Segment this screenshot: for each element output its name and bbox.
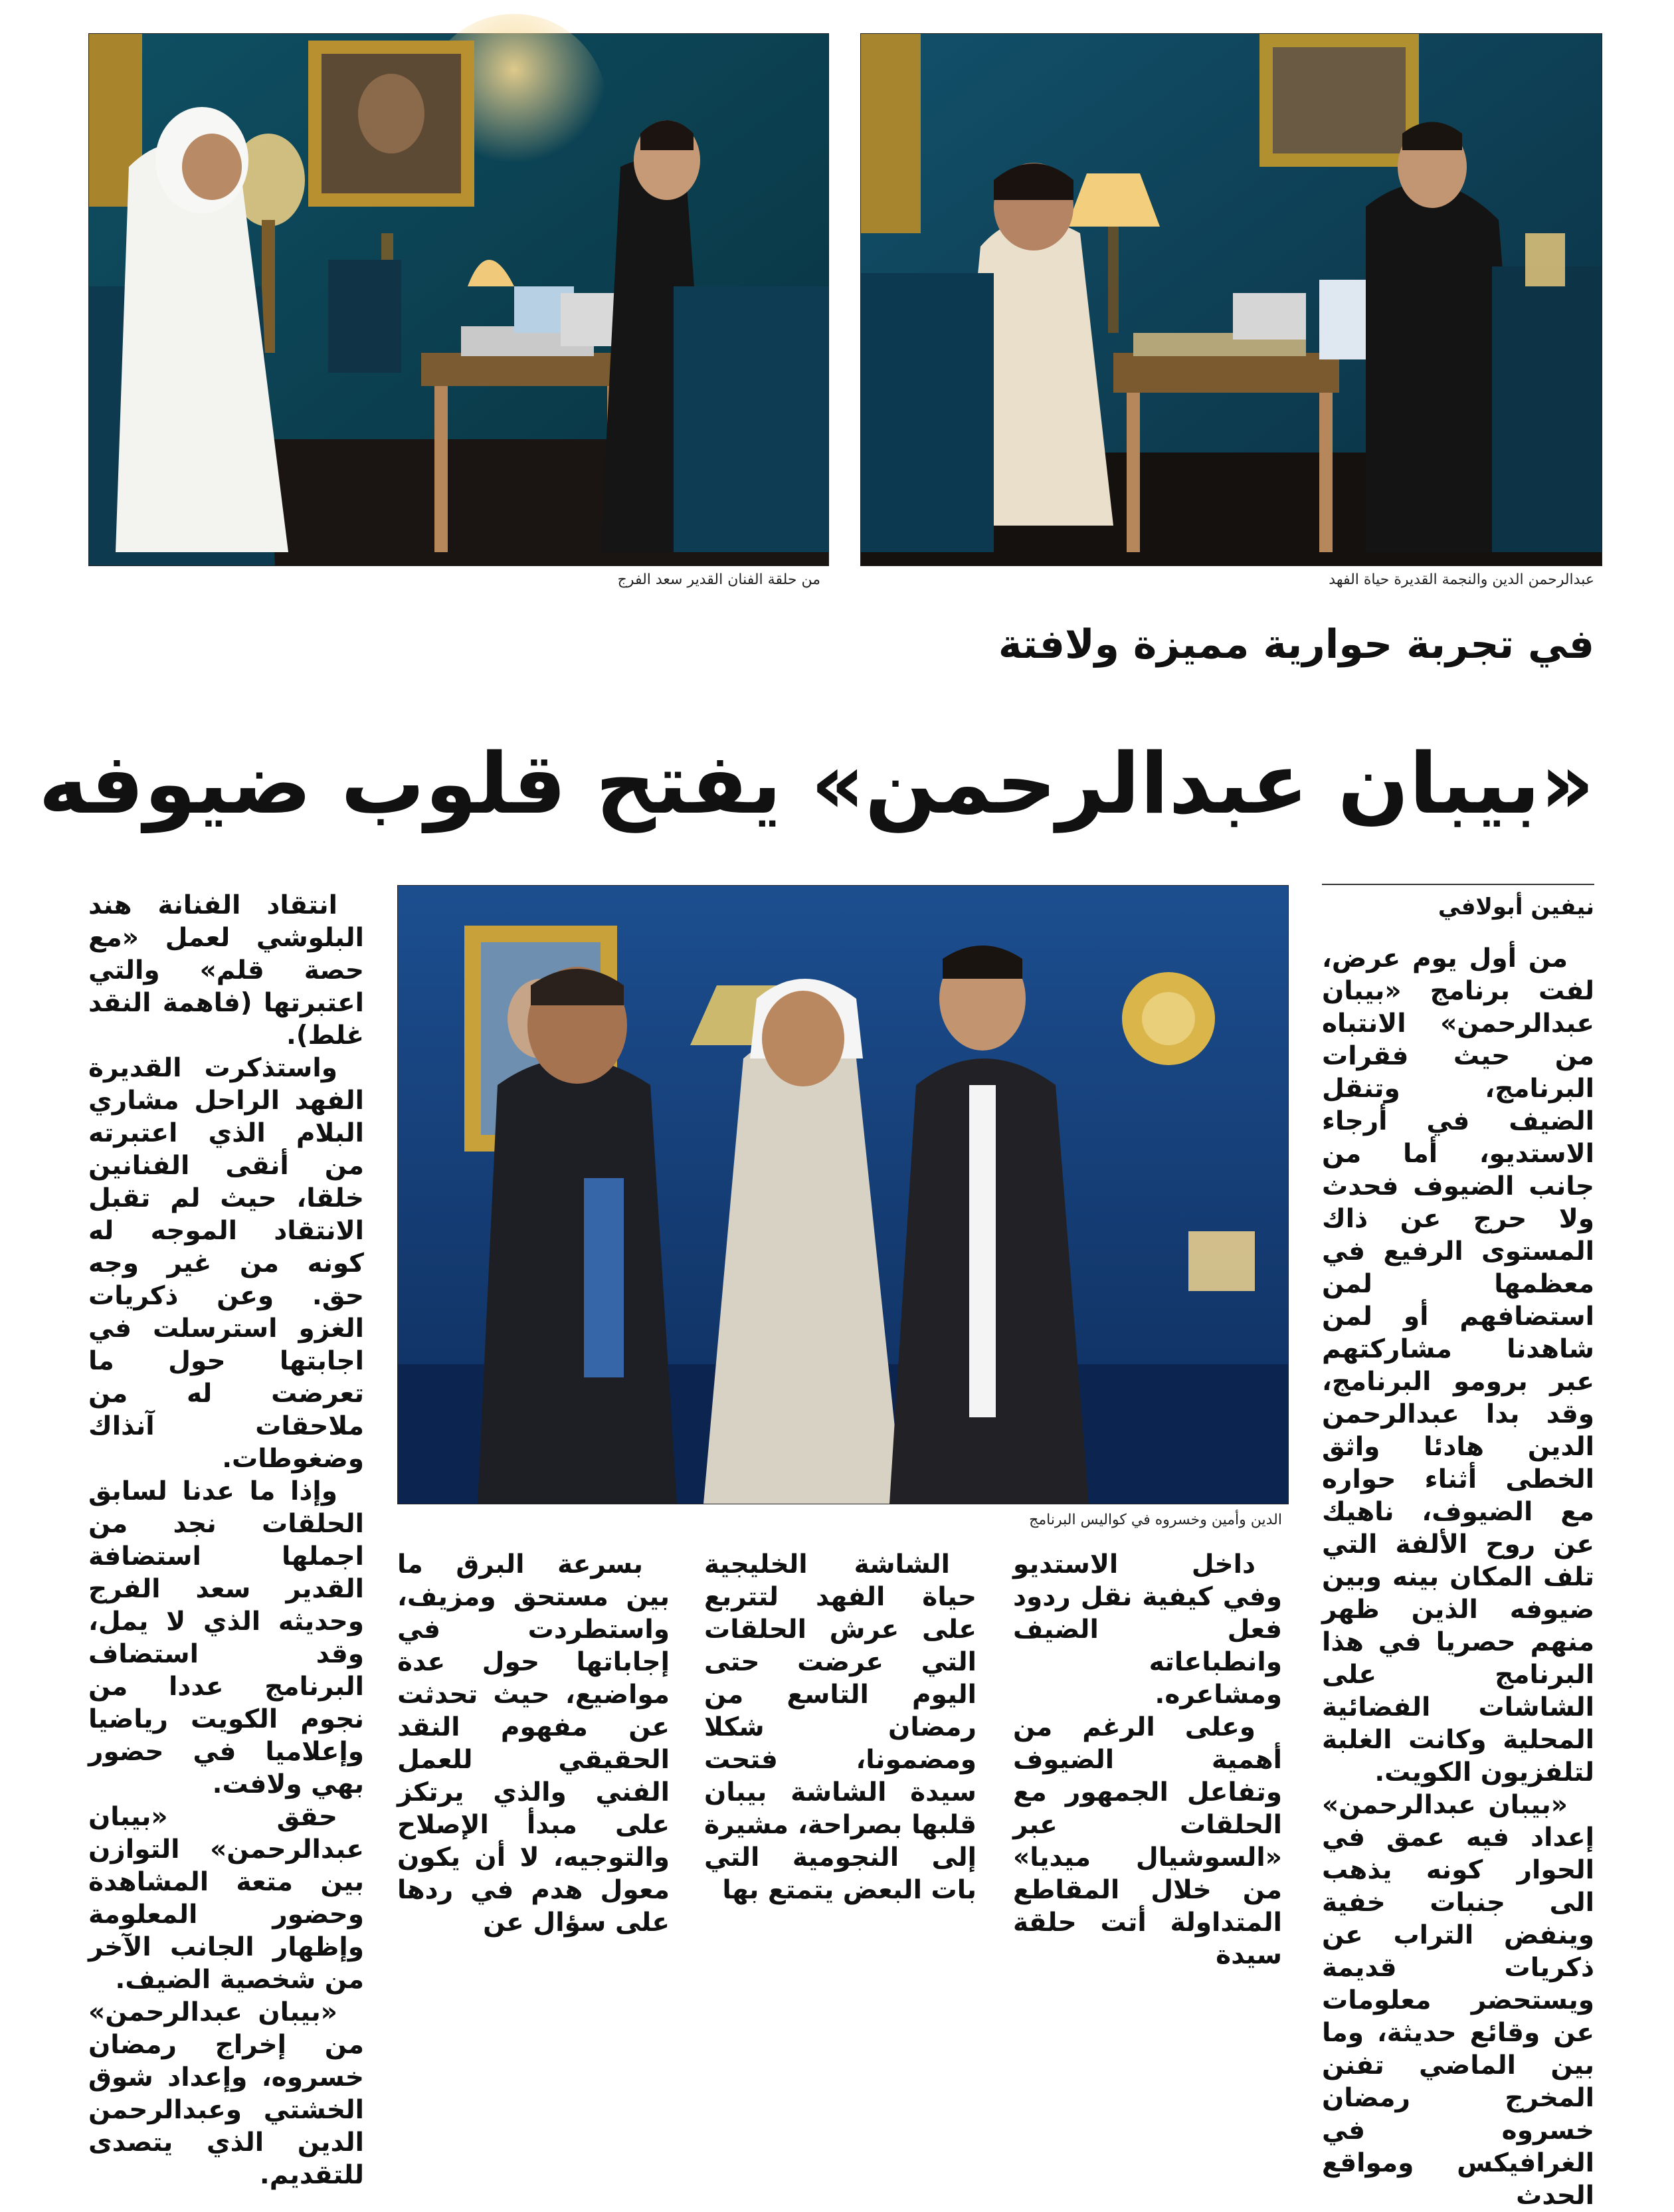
caption-photo-center: الدين وأمين وخسروه في كواليس البرنامج xyxy=(1029,1512,1282,1528)
article-column-5 xyxy=(88,889,364,2190)
article-paragraph: الشاشة الخليجية حياة الفهد لتتربع على عرش الحلقات التي عرضت حتى اليوم التاسع من رمضان شكلا ومضمونا، فتحت سيدة الشاشة بيبان قلبها بصراحة، مشيرة إلى النجومية التي بات البعض يتمتع بها xyxy=(704,1550,976,1905)
photo-hayat-alfahad-episode xyxy=(860,33,1602,566)
article-paragraph: وإذا ما عدنا لسابق الحلقات نجد من اجملها استضافة القدير سعد الفرج وحديثه الذي لا يمل، وقد استضاف البرنامج عددا من نجوم الكويت رياضيا وإعلاميا في حضور بهي ولافت. xyxy=(88,1476,364,1799)
caption-photo-left: من حلقة الفنان القدير سعد الفرج xyxy=(617,571,820,588)
photo-saad-alfaraj-episode xyxy=(88,33,829,566)
article-paragraph: من أول يوم عرض، لفت برنامج «بيبان عبدالرحمن» الانتباه من حيث فقرات البرنامج، وتنقل الضيف في أرجاء الاستديو، أما من جانب الضيوف فحدث ولا حرج عن ذاك المستوى الرفيع في معظمها لمن استضافهم أو لمن شاهدنا مشاركتهم عبر برومو البرنامج، وقد بدا عبدالرحمن الدين هادئا واثق الخطى أثناء حواره مع الضيوف، ناهيك عن روح الألفة التي تلف المكان بينه وبين ضيوفه الذين ظهر منهم حصريا في هذا البرنامج على الشاشات الفضائية المحلية وكانت الغلبة لتلفزيون الكويت. xyxy=(1322,944,1594,1787)
byline-rule xyxy=(1322,884,1594,885)
article-paragraph: انتقاد الفنانة هند البلوشي لعمل «مع حصة قلم» والتي اعتبرتها (فاهمة النقد غلط). xyxy=(88,890,364,1051)
photo-studio-scene-right xyxy=(861,34,1602,565)
article-paragraph: بسرعة البرق ما بين مستحق ومزيف، واستطردت في إجاباتها حول عدة مواضيع، حيث تحدثت عن مفهوم النقد الحقيقي للعمل الفني والذي يرتكز على مبدأ الإصلاح والتوجيه، لا أن يكون معول هدم في ردها على سؤال عن xyxy=(397,1550,670,1938)
byline: نيفين أبولافي xyxy=(1438,894,1594,920)
photo-three-men-scene xyxy=(398,886,1288,1504)
photo-behind-the-scenes xyxy=(397,885,1289,1504)
article-column-1 xyxy=(1322,942,1594,2211)
article-column-2 xyxy=(1013,1548,1282,1970)
article-paragraph: حقق «بيبان عبدالرحمن» التوازن بين متعة المشاهدة وحضور المعلومة وإظهار الجانب الآخر من شخصية الضيف. xyxy=(88,1802,364,1995)
article-paragraph: وعلى الرغم من أهمية الضيوف وتفاعل الجمهور مع الحلقات عبر «السوشيال ميديا» من خلال المقاطع المتداولة أتت حلقة سيدة xyxy=(1013,1712,1282,1970)
headline-kicker: في تجربة حوارية مميزة ولافتة xyxy=(998,621,1594,668)
article-paragraph: «بيبان عبدالرحمن» إعداد فيه عمق في الحوار كونه يذهب الى جنبات خفية وينفض التراب عن ذكريات قديمة ويستحضر معلومات عن وقائع حديثة، وما بين الماضي تفنن المخرج رمضان خسروه في الغرافيكس ومواقع الحدث xyxy=(1322,1790,1594,2211)
headline-title: «بيبان عبدالرحمن» يفتح قلوب ضيوفه xyxy=(38,735,1594,833)
article-paragraph: «بيبان عبدالرحمن» من إخراج رمضان خسروه، وإعداد شوق الخشتي وعبدالرحمن الدين الذي يتصدى للتقديم. xyxy=(88,1997,364,2190)
article-column-4 xyxy=(397,1548,670,1938)
photo-studio-scene-left xyxy=(89,34,828,565)
caption-photo-right: عبدالرحمن الدين والنجمة القديرة حياة الفهد xyxy=(1329,571,1594,588)
article-paragraph: واستذكرت القديرة الفهد الراحل مشاري البلام الذي اعتبرته من أنقى الفنانين خلقا، حيث لم تقبل الانتقاد الموجه له كونه من غير وجه حق. وعن ذكريات الغزو استرسلت في اجابتها حول ما تعرضت له من ملاحقات آنذاك وضغوطات. xyxy=(88,1053,364,1474)
article-column-3 xyxy=(704,1548,976,1905)
article-paragraph: داخل الاستديو وفي كيفية نقل ردود فعل الضيف وانطباعاته ومشاعره. xyxy=(1013,1550,1282,1710)
